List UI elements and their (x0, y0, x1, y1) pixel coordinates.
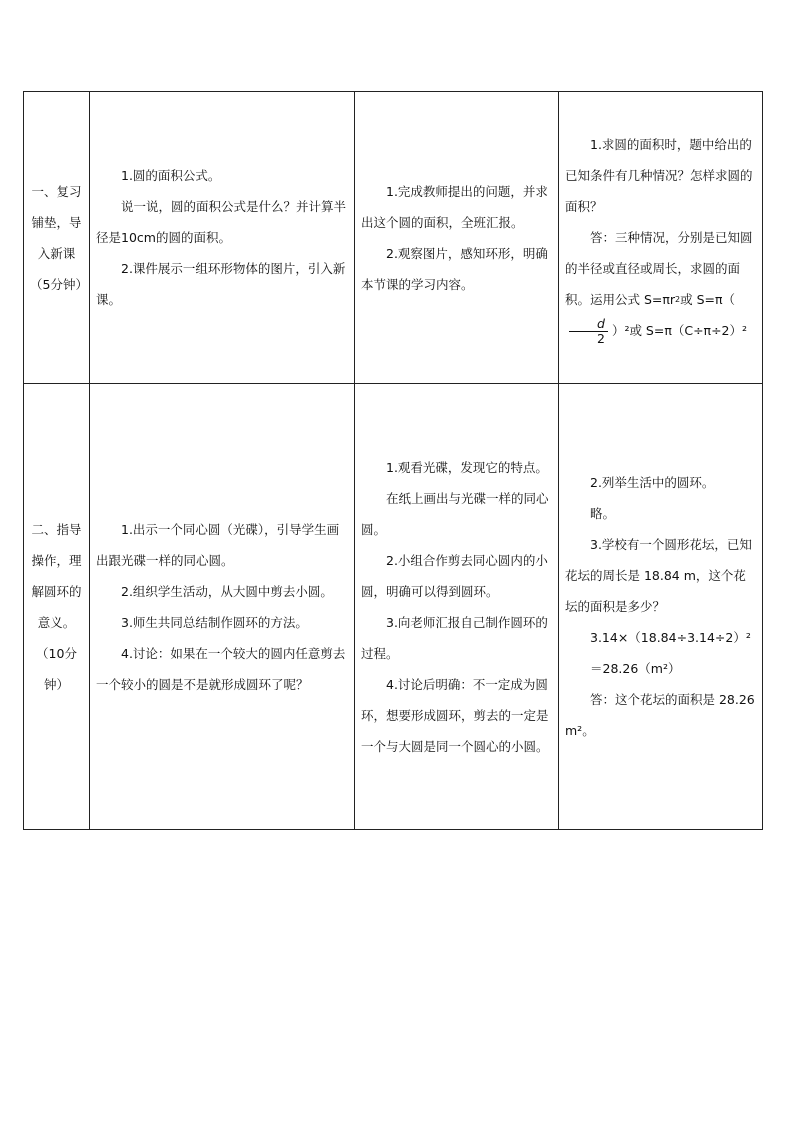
teacher-step: 1.圆的面积公式。 (121, 168, 221, 183)
student-step: 在纸上画出与光碟一样的同心圆。 (361, 490, 549, 537)
fraction-numerator: d (569, 317, 608, 332)
stage-cell: 二、指导操作，理解圆环的意义。（10分钟） (24, 384, 90, 830)
student-activity-cell (355, 92, 559, 384)
note-line: ＝28.26（m²） (590, 661, 681, 676)
note-answer (565, 222, 756, 346)
student-step: 4.讨论后明确：不一定成为圆环，想要形成圆环，剪去的一定是一个与大圆是同一个圆心的小圆。 (361, 676, 549, 754)
design-notes-cell (559, 92, 763, 384)
table-row (24, 92, 763, 384)
note-line: 略。 (590, 506, 616, 521)
student-step: 1.完成教师提出的问题，并求出这个圆的面积，全班汇报。 (361, 183, 548, 230)
teacher-step: 说一说，圆的面积公式是什么？并计算半径是10cm的圆的面积。 (96, 199, 347, 245)
note-line: 3.学校有一个圆形花坛，已知花坛的周长是 18.84 m，这个花坛的面积是多少？ (565, 537, 752, 614)
formula-exponent: 2 (675, 295, 681, 304)
teacher-step: 4.讨论：如果在一个较大的圆内任意剪去一个较小的圆是不是就形成圆环了呢？ (96, 645, 346, 692)
student-step: 2.观察图片，感知环形，明确本节课的学习内容。 (361, 245, 548, 292)
teacher-step: 2.组织学生活动，从大圆中剪去小圆。 (121, 583, 333, 599)
teacher-step: 2.课件展示一组环形物体的图片，引入新课。 (96, 261, 346, 307)
formula-text: 答：三种情况，分别是已知圆的半径或直径或周长，求圆的面积。运用公式 S=πr (565, 230, 753, 307)
note-line: 答：这个花坛的面积是 28.26 m²。 (565, 692, 755, 738)
fraction-denominator: 2 (596, 331, 605, 346)
teacher-step: 1.出示一个同心圆（光碟），引导学生画出跟光碟一样的同心圆。 (96, 521, 340, 568)
student-step: 1.观看光碟，发现它的特点。 (386, 459, 548, 475)
student-step: 2.小组合作剪去同心圆内的小圆，明确可以得到圆环。 (361, 552, 548, 599)
student-step: 3.向老师汇报自己制作圆环的过程。 (361, 614, 548, 661)
note-line: 2.列举生活中的圆环。 (590, 475, 715, 490)
note-line: 3.14×（18.84÷3.14÷2）² (590, 630, 751, 645)
formula-text: 或 S=π（ (680, 292, 736, 307)
student-activity-cell (355, 384, 559, 830)
formula-text: ）²或 S=π（C÷π÷2）² (611, 323, 748, 338)
table-row (24, 384, 763, 830)
note-question: 1.求圆的面积时，题中给出的已知条件有几种情况？怎样求圆的面积？ (565, 137, 753, 214)
teacher-step: 3.师生共同总结制作圆环的方法。 (121, 614, 308, 630)
teacher-activity-cell (90, 92, 355, 384)
design-notes-cell (559, 384, 763, 830)
teacher-activity-cell (90, 384, 355, 830)
fraction (569, 317, 608, 346)
lesson-plan-table (23, 91, 763, 830)
stage-cell: 一、复习铺垫，导入新课（5分钟） (24, 92, 90, 384)
